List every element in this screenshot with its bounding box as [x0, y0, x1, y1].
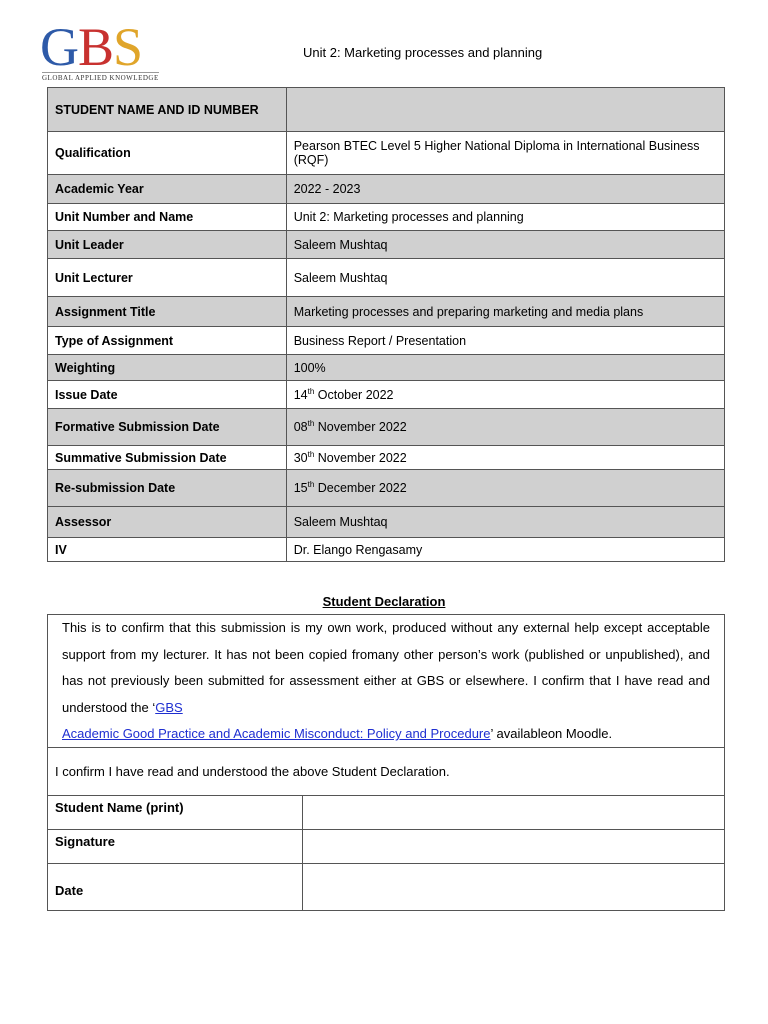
info-value: Business Report / Presentation: [286, 327, 724, 355]
logo-tagline: GLOBAL APPLIED KNOWLEDGE: [42, 74, 159, 82]
info-row-assessor: [48, 507, 725, 538]
info-row-type: [48, 327, 725, 355]
logo-letter-b: B: [78, 17, 114, 77]
info-label: Summative Submission Date: [48, 446, 287, 470]
info-label: Type of Assignment: [48, 327, 287, 355]
logo-letters: [40, 17, 143, 77]
info-row-unit-leader: [48, 231, 725, 259]
info-value: 30th November 2022: [286, 446, 724, 470]
info-label: Weighting: [48, 355, 287, 381]
logo-letter-s: S: [113, 17, 143, 77]
declaration-text-cell: [48, 615, 725, 748]
info-label: Academic Year: [48, 175, 287, 204]
info-value: 2022 - 2023: [286, 175, 724, 204]
info-row-qualification: [48, 132, 725, 175]
assignment-info-table: [47, 87, 725, 562]
info-row-summative-date: [48, 446, 725, 470]
info-row-weighting: [48, 355, 725, 381]
page-header-title: Unit 2: Marketing processes and planning: [303, 45, 543, 60]
gbs-logo: [40, 17, 180, 82]
student-name-field[interactable]: [303, 796, 725, 830]
date-field[interactable]: [303, 864, 725, 911]
info-value: Marketing processes and preparing marketing and media plans: [286, 297, 724, 327]
info-value: Dr. Elango Rengasamy: [286, 538, 724, 562]
gbs-link[interactable]: GBS: [155, 699, 183, 715]
info-row-student-name: [48, 88, 725, 132]
info-row-iv: [48, 538, 725, 562]
info-row-issue-date: [48, 381, 725, 409]
signature-label: Signature: [48, 830, 303, 864]
info-label: Issue Date: [48, 381, 287, 409]
declaration-title: Student Declaration: [322, 594, 446, 609]
signature-field[interactable]: [303, 830, 725, 864]
declaration-confirm-text: I confirm I have read and understood the above Student Declaration.: [48, 748, 725, 796]
date-label: Date: [48, 864, 303, 911]
info-row-unit: [48, 204, 725, 231]
info-row-resubmission-date: [48, 470, 725, 507]
info-row-unit-lecturer: [48, 259, 725, 297]
info-value: 15th December 2022: [286, 470, 724, 507]
declaration-paragraph: [55, 615, 717, 721]
info-label: Assessor: [48, 507, 287, 538]
info-label: Formative Submission Date: [48, 409, 287, 446]
info-label: Qualification: [48, 132, 287, 175]
info-label: Unit Lecturer: [48, 259, 287, 297]
info-value: Unit 2: Marketing processes and planning: [286, 204, 724, 231]
signature-row: [48, 830, 725, 864]
info-label: Assignment Title: [48, 297, 287, 327]
info-value: Pearson BTEC Level 5 Higher National Diploma in International Business (RQF): [286, 132, 724, 175]
info-label: Unit Number and Name: [48, 204, 287, 231]
declaration-confirm-row: [48, 748, 725, 796]
info-row-assignment-title: [48, 297, 725, 327]
declaration-main-text: This is to confirm that this submission is my own work, produced without any external help except acceptable support from my lecturer. It has not been copied fromany other person’s work (published or unpublished), and has not previously been submitted for assessment either at GBS or elsewhere. I confirm that I have read and understood the ‘: [62, 620, 710, 715]
info-row-formative-date: [48, 409, 725, 446]
date-row: [48, 864, 725, 911]
info-value: Saleem Mushtaq: [286, 259, 724, 297]
declaration-text-row: [48, 615, 725, 748]
info-label: IV: [48, 538, 287, 562]
info-value: 100%: [286, 355, 724, 381]
info-row-academic-year: [48, 175, 725, 204]
student-declaration-table: [47, 614, 725, 911]
info-value: [286, 88, 724, 132]
student-name-row: [48, 796, 725, 830]
info-label: Unit Leader: [48, 231, 287, 259]
declaration-paragraph-end: [55, 721, 717, 747]
info-value: 08th November 2022: [286, 409, 724, 446]
declaration-after-link-text: ’ availableon Moodle.: [490, 726, 613, 741]
info-value: Saleem Mushtaq: [286, 507, 724, 538]
info-value: 14th October 2022: [286, 381, 724, 409]
student-name-label: Student Name (print): [48, 796, 303, 830]
policy-link[interactable]: Academic Good Practice and Academic Misconduct: Policy and Procedure: [62, 726, 491, 741]
info-label: Re-submission Date: [48, 470, 287, 507]
info-value: Saleem Mushtaq: [286, 231, 724, 259]
logo-letter-g: G: [40, 17, 78, 77]
info-label: STUDENT NAME AND ID NUMBER: [48, 88, 287, 132]
